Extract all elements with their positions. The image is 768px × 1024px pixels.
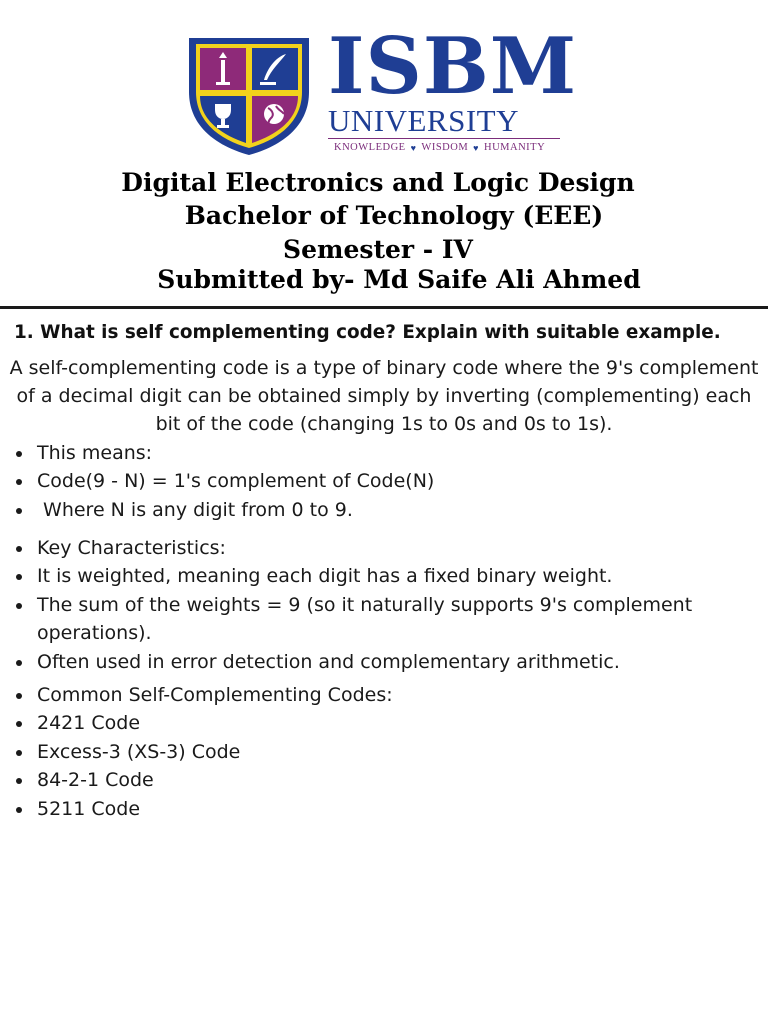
list-item: [16, 681, 761, 709]
bullet-icon: [16, 546, 22, 552]
list-item-text: It is weighted, meaning each digit has a fixed binary weight.: [37, 565, 613, 588]
header-divider: [0, 306, 768, 309]
heart-icon: ♥: [410, 142, 417, 153]
bullet-icon: [16, 807, 22, 813]
list-item: [16, 496, 761, 524]
list-item: [16, 709, 761, 737]
semester-title: Semester - IV: [283, 235, 473, 264]
course-title: Digital Electronics and Logic Design: [121, 168, 635, 197]
university-crest-logo: [186, 34, 312, 156]
brand-tagline: [328, 142, 568, 153]
bullet-icon: [16, 574, 22, 580]
bullet-list-codes: [16, 681, 761, 823]
bullet-icon: [16, 451, 22, 457]
degree-title: Bachelor of Technology (EEE): [184, 201, 604, 230]
bullet-icon: [16, 693, 22, 699]
bullet-icon: [16, 721, 22, 727]
document-header: [0, 0, 768, 300]
brand-subtitle: UNIVERSITY: [328, 106, 560, 139]
university-wordmark: [328, 21, 578, 153]
list-item-text: Code(9 - N) = 1's complement of Code(N): [37, 470, 435, 493]
list-item: [16, 766, 761, 794]
brand-name: ISBM: [328, 21, 578, 112]
list-item: [16, 591, 761, 648]
list-item-text: This means:: [37, 442, 153, 464]
title-block: [0, 166, 768, 295]
list-item-text: Key Characteristics:: [37, 537, 226, 559]
list-item-text: Often used in error detection and complementary arithmetic.: [37, 650, 620, 673]
bullet-icon: [16, 778, 22, 784]
bullet-icon: [16, 750, 22, 756]
list-item-text: The sum of the weights = 9 (so it naturally supports 9's complement operations).: [37, 593, 693, 645]
list-item: [16, 648, 761, 676]
tagline-word: HUMANITY: [484, 142, 546, 153]
heart-icon: ♥: [473, 142, 480, 153]
list-item-text: 2421 Code: [37, 712, 141, 735]
bullet-icon: [16, 660, 22, 666]
list-item-text: 84-2-1 Code: [37, 769, 154, 792]
list-item-text: Common Self-Complementing Codes:: [37, 684, 393, 706]
tagline-word: WISDOM: [421, 142, 469, 153]
list-item-text: 5211 Code: [37, 797, 141, 820]
list-item: [16, 795, 761, 823]
bullet-icon: [16, 479, 22, 485]
list-item: [16, 534, 761, 562]
question-heading: 1. What is self complementing code? Explain with suitable example.: [14, 322, 721, 343]
bullet-list-meaning: [16, 439, 761, 524]
list-item-text: Excess-3 (XS-3) Code: [37, 740, 241, 763]
bullet-icon: [16, 508, 22, 514]
list-item: [16, 439, 761, 467]
bullet-list-characteristics: [16, 534, 761, 676]
list-item: [16, 467, 761, 495]
list-item-text: Where N is any digit from 0 to 9.: [37, 498, 353, 521]
list-item: [16, 562, 761, 590]
intro-paragraph: A self-complementing code is a type of binary code where the 9's complement of a decimal digit can be obtained simply by inverting (complementing) each bit of the code (changing 1s to 0s and 0s to 1s).: [9, 357, 759, 436]
list-item: [16, 738, 761, 766]
tagline-word: KNOWLEDGE: [334, 142, 406, 153]
submitted-by: Submitted by- Md Saife Ali Ahmed: [157, 265, 641, 294]
bullet-icon: [16, 603, 22, 609]
